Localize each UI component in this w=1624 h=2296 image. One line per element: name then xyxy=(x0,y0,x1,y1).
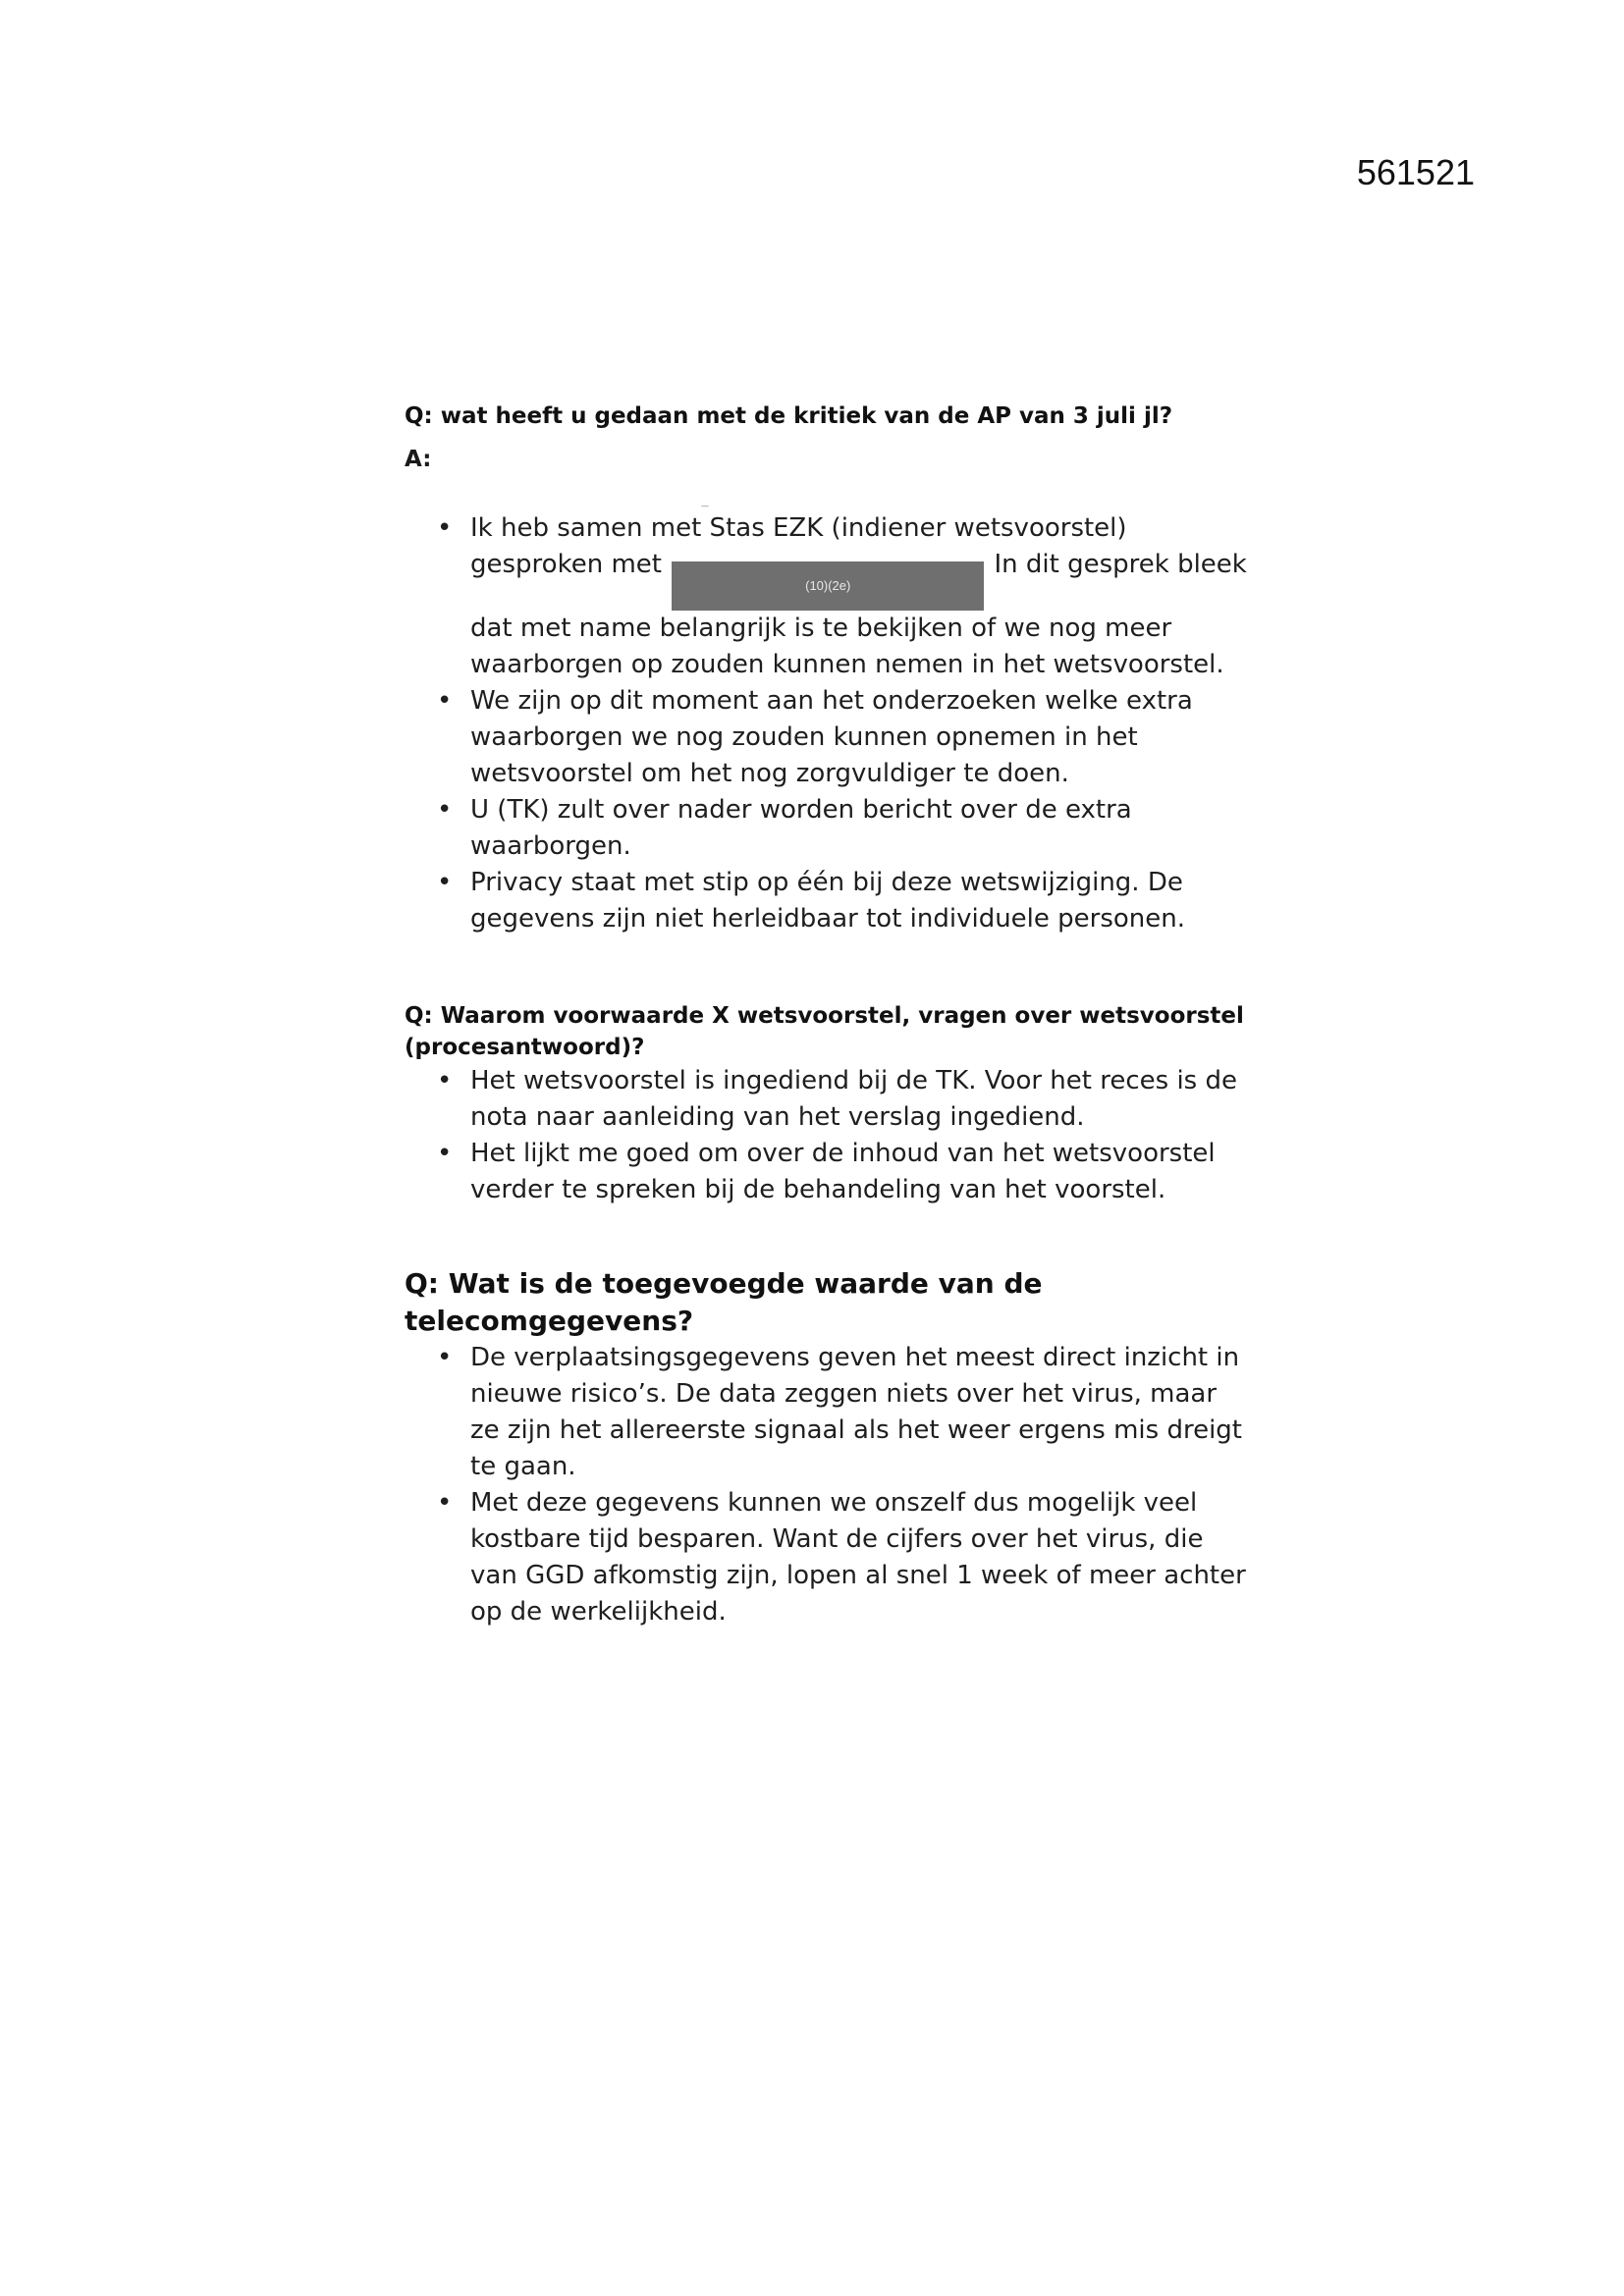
bullet-icon: • xyxy=(437,686,453,716)
list-item xyxy=(405,1340,1249,1485)
question-heading: Q: Waarom voorwaarde X wetsvoorstel, vragen over wetsvoorstel (procesantwoord)? xyxy=(405,1003,1244,1060)
list-item-text: We zijn op dit moment aan het onderzoeken welke extra waarborgen we nog zouden kunnen opnemen in het wetsvoorstel om het nog zorgvuldiger te doen. xyxy=(470,686,1193,788)
list-item xyxy=(405,1485,1249,1630)
answer-list xyxy=(405,510,1249,937)
document-body xyxy=(405,400,1249,1630)
list-item-text: Ik heb samen met Stas EZK (indiener wetsvoorstel) gesproken met xyxy=(470,513,1127,579)
bullet-icon: • xyxy=(437,1488,453,1518)
list-item xyxy=(405,792,1249,865)
redaction-box: (10)(2e) xyxy=(672,561,984,611)
scan-mark: — xyxy=(701,502,709,510)
bullet-icon: • xyxy=(437,513,453,543)
qa-section-telecom-data xyxy=(405,1265,1249,1630)
list-item xyxy=(405,510,1249,683)
list-item xyxy=(405,683,1249,792)
bullet-icon: • xyxy=(437,1066,453,1095)
list-item-text: Privacy staat met stip op één bij deze wetswijziging. De gegevens zijn niet herleidbaar tot individuele personen. xyxy=(470,868,1186,934)
qa-section-bill-conditions xyxy=(405,1000,1249,1208)
question-heading: Q: Wat is de toegevoegde waarde van de telecomgegevens? xyxy=(405,1267,1043,1337)
document-number: 561521 xyxy=(1356,152,1475,192)
list-item-text: In dit gesprek bleek dat met name belangrijk is te bekijken of we nog meer waarborgen op zouden kunnen nemen in het wetsvoorstel. xyxy=(470,550,1247,679)
list-item xyxy=(405,865,1249,937)
list-item-text: Het wetsvoorstel is ingediend bij de TK. Voor het reces is de nota naar aanleiding van het verslag ingediend. xyxy=(470,1066,1237,1132)
answer-label: A: xyxy=(405,447,432,472)
list-item-text: De verplaatsingsgegevens geven het meest direct inzicht in nieuwe risico’s. De data zeggen niets over het virus, maar ze zijn het allereerste signaal als het weer ergens mis dreigt te gaan. xyxy=(470,1343,1242,1481)
bullet-icon: • xyxy=(437,795,453,825)
list-item-text: U (TK) zult over nader worden bericht over de extra waarborgen. xyxy=(470,795,1132,861)
list-item-text: Het lijkt me goed om over de inhoud van het wetsvoorstel verder te spreken bij de behandeling van het voorstel. xyxy=(470,1139,1216,1204)
bullet-icon: • xyxy=(437,868,453,897)
question-heading: Q: wat heeft u gedaan met de kritiek van de AP van 3 juli jl? xyxy=(405,403,1173,429)
bullet-icon: • xyxy=(437,1139,453,1168)
list-item-text: Met deze gegevens kunnen we onszelf dus mogelijk veel kostbare tijd besparen. Want de cijfers over het virus, die van GGD afkomstig zijn, lopen al snel 1 week of meer achter op de werkelijkheid. xyxy=(470,1488,1246,1627)
list-item xyxy=(405,1063,1249,1136)
answer-list xyxy=(405,1340,1249,1630)
bullet-icon: • xyxy=(437,1343,453,1372)
list-item xyxy=(405,1136,1249,1208)
answer-list xyxy=(405,1063,1249,1208)
qa-section-ap-criticism xyxy=(405,400,1249,937)
